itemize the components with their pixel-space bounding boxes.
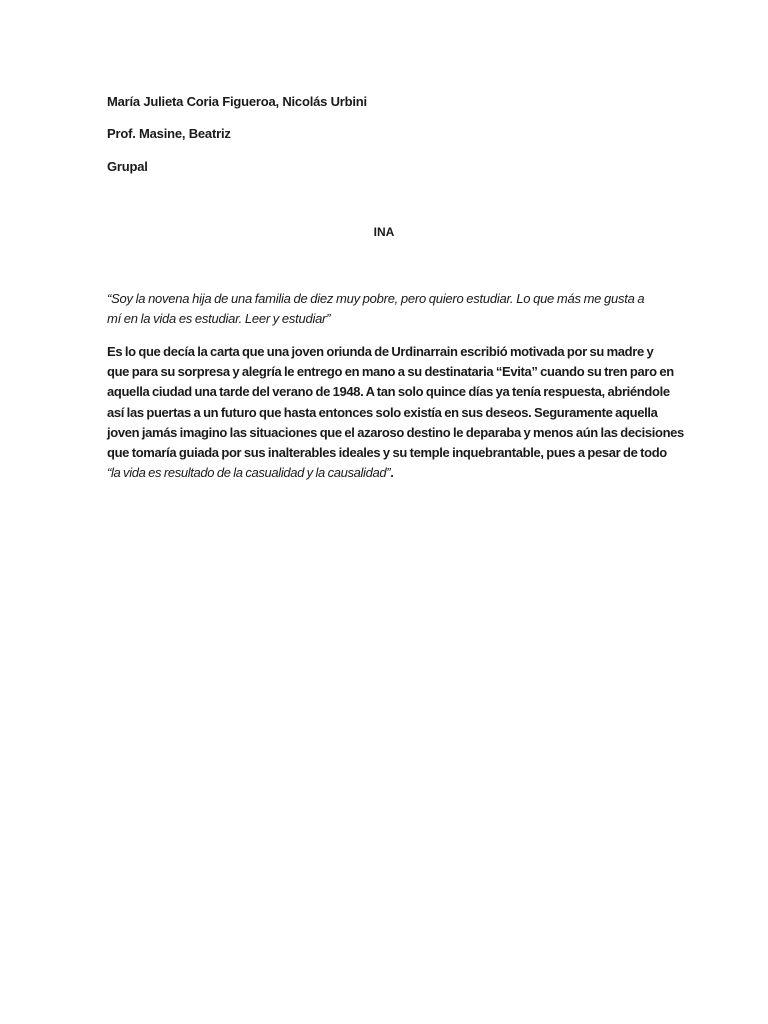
body-line-closing: [107, 463, 663, 483]
group-line: Grupal: [107, 159, 148, 174]
body-line: que tomaría guiada por sus inalterables ideales y su temple inquebrantable, pues a pesar de todo: [107, 445, 667, 461]
body-line: así las puertas a un futuro que hasta entonces solo existía en sus deseos. Seguramente aquella: [107, 404, 658, 420]
closing-quote: “la vida es resultado de la casualidad y la causalidad”: [107, 465, 391, 481]
body-line: joven jamás imagino las situaciones que el azaroso destino le deparaba y menos aún las decisiones: [107, 424, 684, 440]
body-paragraph: [107, 342, 684, 483]
body-line: aquella ciudad una tarde del verano de 1948. A tan solo quince días ya tenía respuesta, abriéndole: [107, 384, 670, 400]
quote-line: “Soy la novena hija de una familia de diez muy pobre, pero quiero estudiar. Lo que más me gusta a: [107, 291, 645, 306]
body-line: que para su sorpresa y alegría le entrego en mano a su destinataria “Evita” cuando su tren paro en: [107, 364, 674, 380]
quote-line: mí en la vida es estudiar. Leer y estudiar”: [107, 311, 331, 326]
body-line: Es lo que decía la carta que una joven oriunda de Urdinarrain escribió motivada por su madre y: [107, 344, 654, 359]
opening-quote: [107, 289, 663, 329]
document-title: INA: [373, 225, 395, 239]
closing-period: .: [390, 465, 394, 481]
professor-line: Prof. Masine, Beatriz: [107, 126, 231, 141]
authors-line: María Julieta Coria Figueroa, Nicolás Urbini: [107, 94, 367, 109]
